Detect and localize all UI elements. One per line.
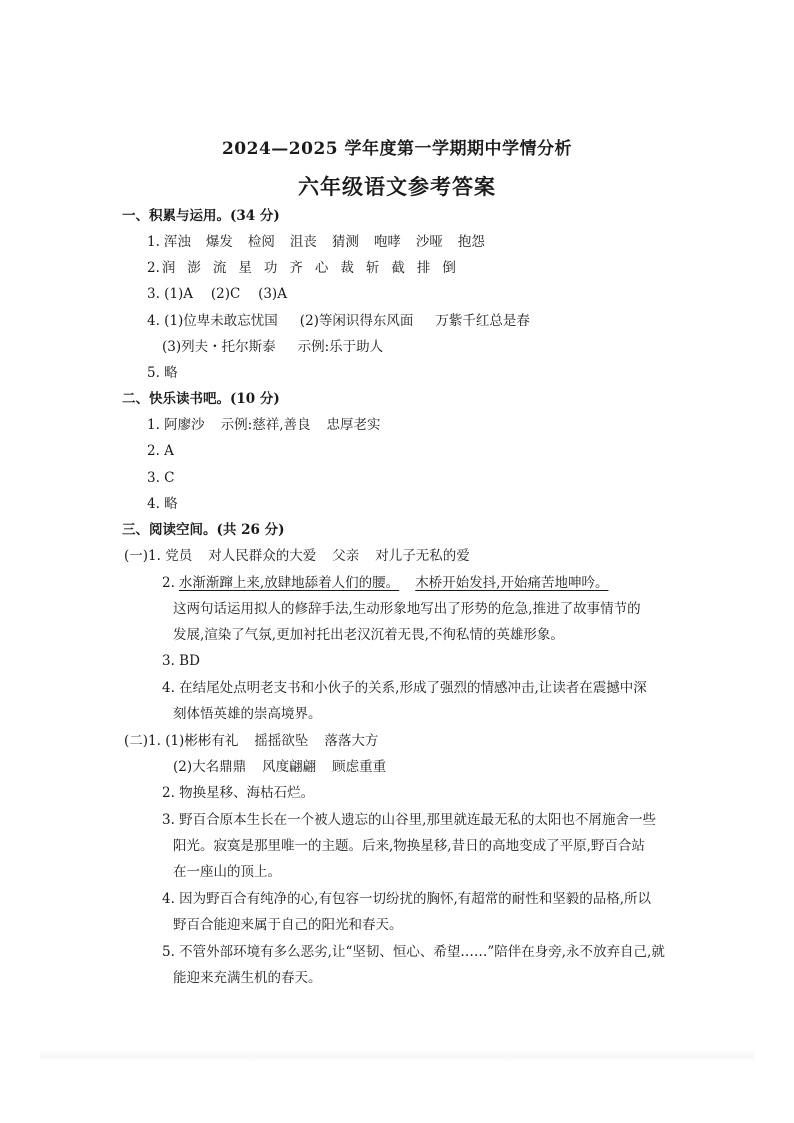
s1-q2-char: 斩 <box>365 260 380 276</box>
section-1-heading: 一、积累与运用。(34 分) <box>122 208 280 224</box>
s1-q1-word: 检阅 <box>247 234 275 250</box>
s2-q3: 3. C <box>147 470 175 486</box>
s1-q2 <box>147 258 456 278</box>
s3-p1-q1-d: 对儿子无私的爱 <box>375 548 470 564</box>
s2-q1-c: 忠厚老实 <box>326 417 381 433</box>
s3-p1-q1-c: 父亲 <box>332 548 360 564</box>
s2-q1-a: 1. 阿廖沙 <box>147 417 205 433</box>
s1-q2-num: 2. <box>147 260 160 276</box>
document-title: 2024—2025 学年度第一学期期中学情分析 <box>221 139 573 159</box>
s1-q2-char: 心 <box>314 260 329 276</box>
s1-q1-word: 浑浊 <box>163 234 191 250</box>
s1-q2-char: 排 <box>416 260 431 276</box>
s3-p2-q3-line1: 3. 野百合原本生长在一个被人遗忘的山谷里,那里就连最无私的太阳也不屑施舍一些 <box>162 812 656 828</box>
s3-p1-q2-explain-1: 这两句话运用拟人的修辞手法,生动形象地写出了形势的危急,推进了故事情节的 <box>173 601 641 617</box>
s1-q1-word: 沙哑 <box>415 234 443 250</box>
section-2-heading: 二、快乐读书吧。(10 分) <box>122 391 280 407</box>
s3-p1-q2-explain-2: 发展,渲染了气氛,更加衬托出老汉沉着无畏,不徇私情的英雄形象。 <box>173 627 564 643</box>
s1-q1 <box>147 232 500 252</box>
s3-p1-q3: 3. BD <box>162 653 200 669</box>
s3-p1-q2-sentence-a: 水渐渐蹿上来,放肆地舔着人们的腰。 <box>178 575 400 591</box>
s3-p2-q5-line2: 能迎来充满生机的春天。 <box>173 970 322 986</box>
s3-p1-q2-num: 2. <box>162 575 175 591</box>
s2-q2: 2. A <box>147 443 174 459</box>
s1-q1-word: 咆哮 <box>373 234 401 250</box>
s1-q2-char: 澎 <box>187 260 201 276</box>
scan-shadow <box>40 1050 754 1062</box>
s1-q4-c: 万紫千红总是春 <box>435 313 530 329</box>
s3-p2-q1-c: 落落大方 <box>324 733 379 749</box>
s3-p2-q1-d: (2)大名鼎鼎 <box>173 759 247 775</box>
s2-q1 <box>147 415 381 435</box>
s1-q1-word: 猜测 <box>331 234 359 250</box>
s1-q2-char: 裁 <box>340 260 354 276</box>
s3-p2-q1-a: (二)1. (1)彬彬有礼 <box>124 733 239 749</box>
s3-p2-q2: 2. 物换星移、海枯石烂。 <box>162 785 315 801</box>
s3-p1-q2-sentence-b: 木桥开始发抖,开始痛苦地呻吟。 <box>415 575 609 591</box>
document-subtitle: 六年级语文参考答案 <box>298 174 496 199</box>
s3-p1-q1-a: (一)1. 党员 <box>124 548 193 564</box>
s3-p1-q2 <box>162 573 608 593</box>
section-3-heading: 三、阅读空间。(共 26 分) <box>122 522 285 538</box>
s2-q1-b: 示例:慈祥,善良 <box>220 417 311 433</box>
s3-p1-q4-line2: 刻体悟英雄的崇高境界。 <box>173 706 322 722</box>
s1-q4-a: 4. (1)位卑未敢忘忧国 <box>147 313 278 329</box>
s1-q3: 3. (1)A (2)C (3)A <box>147 286 287 302</box>
s3-p2-q1-e: 风度翩翩 <box>262 759 317 775</box>
s1-q5: 5. 略 <box>147 365 178 381</box>
s1-q1-word: 爆发 <box>205 234 233 250</box>
s1-q4-b: (2)等闲识得东风面 <box>299 313 414 329</box>
s1-q4-e: 示例:乐于助人 <box>297 339 384 355</box>
s1-q4-line1 <box>147 311 530 331</box>
s3-p2-q5-line1: 5. 不管外部环境有多么恶劣,让“坚韧、恒心、希望……”陪伴在身旁,永不放弃自己,就 <box>162 944 665 960</box>
s1-q1-num: 1. <box>147 234 160 250</box>
s1-q2-char: 齐 <box>289 260 303 276</box>
s1-q1-word: 抱怨 <box>457 234 485 250</box>
s3-p2-q1-line1 <box>124 731 378 751</box>
s3-p1-q4-line1: 4. 在结尾处点明老支书和小伙子的关系,形成了强烈的情感冲击,让读者在震撼中深 <box>162 680 647 696</box>
s1-q4-d: (3)列夫・托尔斯泰 <box>162 339 276 355</box>
s1-q4-line2 <box>162 337 383 357</box>
s3-p1-q1 <box>124 546 470 566</box>
s1-q1-word: 沮丧 <box>289 234 317 250</box>
s1-q2-char: 星 <box>238 260 252 276</box>
s1-q2-char: 功 <box>263 260 278 276</box>
s3-p2-q1-line2 <box>173 757 386 777</box>
s1-q2-char: 润 <box>161 260 176 276</box>
s3-p2-q4-line1: 4. 因为野百合有纯净的心,有包容一切纷扰的胸怀,有超常的耐性和坚毅的品格,所以 <box>162 891 652 907</box>
s2-q4: 4. 略 <box>147 496 178 512</box>
s3-p1-q1-b: 对人民群众的大爱 <box>208 548 317 564</box>
s1-q2-char: 流 <box>212 260 227 276</box>
s1-q2-char: 倒 <box>442 260 456 276</box>
s1-q2-char: 截 <box>391 260 405 276</box>
s3-p2-q1-b: 摇摇欲坠 <box>254 733 309 749</box>
s3-p2-q1-f: 顾虑重重 <box>332 759 387 775</box>
s3-p2-q3-line3: 在一座山的顶上。 <box>173 864 281 880</box>
s3-p2-q4-line2: 野百合能迎来属于自己的阳光和春天。 <box>173 917 403 933</box>
s3-p2-q3-line2: 阳光。寂寞是那里唯一的主题。后来,物换星移,昔日的高地变成了平原,野百合站 <box>173 838 645 854</box>
